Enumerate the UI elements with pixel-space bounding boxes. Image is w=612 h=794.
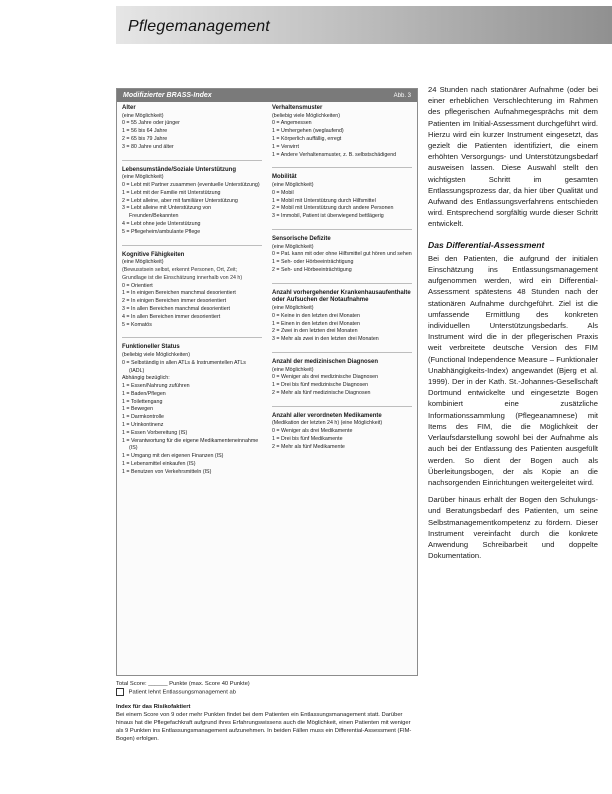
section-subnote: (Bewusstsein selbst, erkennt Personen, Ort, Zeit; Grundlage ist die Einschätzung innerhalb von 24 h) bbox=[122, 266, 243, 281]
score-item: 1 = Körperlich auffällig, erregt bbox=[272, 135, 342, 142]
section-note: (eine Möglichkeit) bbox=[122, 112, 164, 119]
section-note: (eine Möglichkeit) bbox=[272, 243, 314, 250]
score-item: 0 = Angemessen bbox=[272, 120, 312, 127]
score-item: 1 = Bewegen bbox=[122, 406, 154, 413]
score-item: 1 = Verantwortung für die eigene Medikamenteneinnahme (IS) bbox=[122, 437, 259, 452]
section-note: (eine Möglichkeit) bbox=[272, 181, 314, 188]
section-title: Mobilität bbox=[272, 174, 297, 181]
score-item: 2 = Mehr als fünf medizinische Diagnosen bbox=[272, 389, 371, 396]
score-item: 5 = Komatös bbox=[122, 321, 152, 328]
section-divider bbox=[272, 406, 412, 407]
score-item: 2 = Lebt alleine, aber mit familiärer Unterstützung bbox=[122, 197, 238, 204]
score-item: 1 = Mobil mit Unterstützung durch Hilfsmittel bbox=[272, 197, 376, 204]
section-note: (eine Möglichkeit) bbox=[272, 366, 314, 373]
score-item: 1 = Benutzen von Verkehrsmitteln (IS) bbox=[122, 468, 212, 475]
section-note: (eine Möglichkeit) bbox=[272, 304, 314, 311]
section-title: Lebensumstände/Soziale Unterstützung bbox=[122, 166, 237, 173]
criteria-section bbox=[122, 252, 262, 330]
score-item: 0 = Keine in den letzten drei Monaten bbox=[272, 312, 360, 319]
score-item: 0 = Pat. kann mit oder ohne Hilfsmittel gut hören und sehen bbox=[272, 251, 412, 258]
criteria-section bbox=[272, 290, 412, 344]
section-title: Funktioneller Status bbox=[122, 344, 180, 351]
right-column bbox=[272, 105, 412, 459]
criteria-section bbox=[272, 359, 412, 398]
score-item: 4 = In allen Bereichen immer desorientiert bbox=[122, 313, 221, 320]
score-item: 1 = Lebt mit der Familie mit Unterstützung bbox=[122, 189, 221, 196]
score-item: 0 = Weniger als drei Medikamente bbox=[272, 428, 353, 435]
score-item: 1 = Seh- oder Hörbeeinträchtigung bbox=[272, 259, 354, 266]
score-item: 1 = Lebensmittel einkaufen (IS) bbox=[122, 461, 196, 468]
score-item: 5 = Pflegeheim/ambulante Pflege bbox=[122, 228, 201, 235]
score-item: 2 = In einigen Bereichen immer desorientiert bbox=[122, 298, 227, 305]
reject-checkbox-row bbox=[116, 688, 418, 697]
box-footer bbox=[116, 680, 418, 743]
score-item: 1 = Essen Vorbereitung (IS) bbox=[122, 429, 188, 436]
criteria-section bbox=[122, 344, 262, 476]
box-title: Modifizierter BRASS-Index bbox=[123, 92, 212, 99]
score-item: 2 = Seh- und Hörbeeinträchtigung bbox=[272, 266, 352, 273]
section-title: Anzahl vorhergehender Krankenhausaufenthalte oder Aufsuchen der Notaufnahme bbox=[272, 289, 411, 304]
score-item: 1 = Toilettengang bbox=[122, 398, 163, 405]
section-title: Kognitive Fähigkeiten bbox=[122, 251, 185, 258]
score-item: 0 = Lebt mit Partner zusammen (eventuelle Unterstützung) bbox=[122, 181, 260, 188]
risk-title: Index für das Risikofaktiert bbox=[116, 703, 191, 710]
score-item: 0 = Orientiert bbox=[122, 282, 153, 289]
section-title: Alter bbox=[122, 105, 136, 111]
criteria-section bbox=[122, 105, 262, 152]
score-item: 1 = In einigen Bereichen manchmal desorientiert bbox=[122, 290, 236, 297]
score-item: 1 = Essen/Nahrung zuführen bbox=[122, 383, 190, 390]
criteria-section bbox=[272, 105, 412, 159]
section-divider bbox=[272, 283, 412, 284]
score-item: 3 = Immobil, Patient ist überwiegend bettlägerig bbox=[272, 213, 384, 220]
criteria-section bbox=[272, 174, 412, 221]
score-item: Abhängig bezüglich: bbox=[122, 375, 170, 382]
score-item: 2 = Mobil mit Unterstützung durch andere Personen bbox=[272, 205, 394, 212]
score-item: 0 = 55 Jahre oder jünger bbox=[122, 120, 180, 127]
paragraph-1: 24 Stunden nach stationärer Aufnahme (oder bei einer erheblichen Verschlechterung im Rahmen des pflegerischen Aufnahmegesprächs mit dem Patienten im Initial-Assessment durchgeführt wird. Hierzu wird ein kurzer Instrument eingesetzt, das gezielt die Patienten identifiziert, die einem erhöhten Versorgungs- und Unterstützungsbedarf ausweisen lassen. Diese Auswahl stellt den wichtigsten Schritt im gesamten Entlassungsprozess dar, da hier über Qualität und Aufwand des Entlassungsverfahrens entschieden wird. Entsprechend sorgfältig wurde dieser Schritt entwickelt. bbox=[428, 85, 598, 229]
section-title: Anzahl der medizinischen Diagnosen bbox=[272, 358, 379, 365]
section-divider bbox=[272, 167, 412, 168]
section-title: Verhaltensmuster bbox=[272, 105, 323, 111]
score-item: 1 = Drei bis fünf Medikamente bbox=[272, 435, 343, 442]
score-item: 2 = Mehr als fünf Medikamente bbox=[272, 443, 345, 450]
score-item: 1 = Baden/Pflegen bbox=[122, 390, 166, 397]
score-item: 1 = Umhergehen (weglaufend) bbox=[272, 128, 344, 135]
left-column bbox=[122, 105, 262, 485]
section-heading: Das Differential-Assessment bbox=[428, 239, 545, 250]
score-item: 3 = Lebt alleine mit Unterstützung von Freunden/Bekannten bbox=[122, 205, 212, 220]
criteria-section bbox=[272, 236, 412, 275]
body-text-column bbox=[428, 84, 598, 561]
score-item: 0 = Selbständig in allen ATLs & Instrumentellen ATLs (IADL) bbox=[122, 359, 246, 374]
score-item: 3 = In allen Bereichen manchmal desorientiert bbox=[122, 305, 230, 312]
section-title: Sensorische Defizite bbox=[272, 235, 331, 242]
brass-index-box bbox=[116, 88, 418, 676]
paragraph-3: Darüber hinaus erhält der Bogen den Schulungs- und Beratungsbedarf des Patienten, um seine Selbstmanagementkompetenz zu fördern. Dieser Instrument vereinfacht durch die konkrete Anwendung Schreibarbeit und doppelte Dokumentation. bbox=[428, 495, 598, 561]
section-divider bbox=[272, 352, 412, 353]
risk-text: Bei einem Score von 9 oder mehr Punkten findet bei dem Patienten ein Entlassungsmanagement statt. Darüber hinaus hat die Pflegefachkraft aufgrund ihres Erfahrungswissens auch die Möglichkeit, einen Patienten mit weniger als 9 Punkten ins Entlassungsmanagement aufzunehmen. In beiden Fällen muss ein Differential-Assessment (FIM-Bogen) erfolgen. bbox=[116, 711, 412, 742]
page-title: Pflegemanagement bbox=[128, 18, 270, 35]
criteria-section bbox=[122, 167, 262, 237]
section-note: (Medikation der letzten 24 h) (eine Möglichkeit) bbox=[272, 420, 383, 427]
score-item: 1 = Umgang mit den eigenen Finanzen (IS) bbox=[122, 453, 224, 460]
section-note: (eine Möglichkeit) bbox=[122, 174, 164, 181]
section-divider bbox=[122, 245, 262, 246]
box-header bbox=[117, 89, 417, 102]
score-item: 2 = Zwei in den letzten drei Monaten bbox=[272, 328, 358, 335]
score-item: 0 = Weniger als drei medizinische Diagnosen bbox=[272, 374, 379, 381]
score-item: 0 = Mobil bbox=[272, 189, 294, 196]
score-item: 3 = 80 Jahre und älter bbox=[122, 143, 174, 150]
reject-checkbox-label: Patient lehnt Entlassungsmanagement ab bbox=[128, 689, 236, 696]
score-item: 2 = 65 bis 79 Jahre bbox=[122, 135, 168, 142]
figure-tag: Abb. 3 bbox=[393, 92, 411, 99]
section-note: (eine Möglichkeit) bbox=[122, 259, 164, 266]
section-divider bbox=[272, 229, 412, 230]
score-item: 4 = Lebt ohne jede Unterstützung bbox=[122, 220, 201, 227]
total-score-line: Total Score: ______ Punkte (max. Score 40 Punkte) bbox=[116, 681, 250, 687]
score-item: 1 = Drei bis fünf medizinische Diagnosen bbox=[272, 382, 369, 389]
paragraph-2: Bei den Patienten, die aufgrund der initialen Einschätzung ins Entlassungsmanagement aufgenommen werden, wird ein Differential-Assessment spätestens 48 Stunden nach der stationären Aufnahme durchgeführt. Ziel ist die umfassende Ermittlung des konkreten individuellen Unterstützungsbedarfs. Als Instrument wird die in der pflegerischen Praxis weit verbreitete deutsche Version des FIM (Functional Independence Measure – Funktionaler Unabhängigkeits-Index) angewandet (Bjerg et al. 1999). Der in der Kath. St.-Johannes-Gesellschaft Dortmund entwickelte und eingesetzte Bogen kombiniert eine zusätzliche Informationssammlung (Pflegeanamnese) mit Items des FIM, die die Möglichkeit der Verlaufsdarstellung sowohl bei der Aufnahme als auch bei der Entlassung des Patienten ausgefüllt werden. So dient der Bogen auch als Überleitungsbogen, der als Kopie an die nachsorgenden Einrichtungen weitergeleitet wird. bbox=[428, 253, 598, 487]
section-note: (beliebig viele Möglichkeiten) bbox=[272, 112, 341, 119]
section-divider bbox=[122, 160, 262, 161]
score-item: 1 = Verwirrt bbox=[272, 143, 299, 150]
score-item: 1 = Darmkontrolle bbox=[122, 414, 164, 421]
section-title: Anzahl aller verordneten Medikamente bbox=[272, 412, 382, 419]
criteria-section bbox=[272, 413, 412, 452]
score-item: 1 = Andere Verhaltensmuster, z. B. selbstschädigend bbox=[272, 151, 397, 158]
score-item: 1 = 56 bis 64 Jahre bbox=[122, 128, 168, 135]
score-item: 3 = Mehr als zwei in den letzten drei Monaten bbox=[272, 336, 379, 343]
score-item: 1 = Einen in den letzten drei Monaten bbox=[272, 320, 360, 327]
section-divider bbox=[122, 337, 262, 338]
score-item: 1 = Urinkontinenz bbox=[122, 422, 164, 429]
reject-checkbox[interactable] bbox=[116, 688, 124, 696]
section-note: (beliebig viele Möglichkeiten) bbox=[122, 351, 191, 358]
